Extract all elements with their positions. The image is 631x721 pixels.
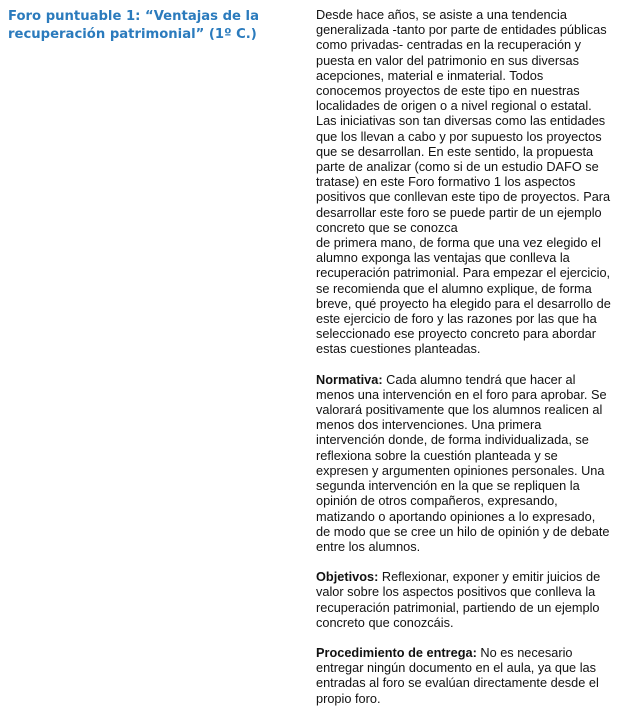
normativa-line: expresen y argumenten opiniones personales. Una xyxy=(316,462,605,478)
description-line: que los llevan a cabo y por supuesto los proyectos xyxy=(316,128,602,144)
description-line: conocemos proyectos de este tipo en nuestras xyxy=(316,83,580,99)
normativa-first-line xyxy=(316,372,626,387)
entrega-paragraph xyxy=(316,645,626,706)
entrega-first-text: No es necesario xyxy=(476,644,573,660)
description-line: recuperación patrimonial. Para empezar el ejercicio, xyxy=(316,265,611,281)
description-line: concreto que se conozca xyxy=(316,219,458,235)
entrega-line: propio foro. xyxy=(316,690,381,706)
entrega-line: entradas al foro se evalúan directamente desde el xyxy=(316,675,599,691)
description-line: estas cuestiones planteadas. xyxy=(316,341,481,357)
objetivos-line: concreto que conozcáis. xyxy=(316,614,454,630)
description-line: Las iniciativas son tan diversas como las entidades xyxy=(316,113,606,129)
normativa-line: menos una intervención en el foro para aprobar. Se xyxy=(316,386,607,402)
normativa-paragraph xyxy=(316,372,626,554)
entrega-label: Procedimiento de entrega: xyxy=(316,644,477,660)
entrega-first-line xyxy=(316,645,626,660)
normativa-line: segunda intervención en la que se repliquen la xyxy=(316,478,580,494)
normativa-line: de modo que se cree un hilo de opinión y de debate xyxy=(316,523,610,539)
description-line: generalizada -tanto por parte de entidades públicas xyxy=(316,22,607,38)
objetivos-line: valor sobre los aspectos positivos que conlleva la xyxy=(316,584,596,600)
normativa-line: opinión de otros compañeros, expresando, xyxy=(316,493,558,509)
forum-title-line: Foro puntuable 1: “Ventajas de la xyxy=(8,9,259,24)
description-line: de primera mano, de forma que una vez elegido el xyxy=(316,235,601,251)
description-line: se recomienda que el alumno explique, de forma xyxy=(316,280,592,296)
forum-title xyxy=(8,8,278,44)
description-line: como privadas- centradas en la recuperación y xyxy=(316,37,582,53)
description-line: desarrollar este foro se puede partir de un ejemplo xyxy=(316,204,602,220)
description-line: acepciones, material e inmaterial. Todos xyxy=(316,67,544,83)
normativa-line: entre los alumnos. xyxy=(316,538,421,554)
objetivos-first-text: Reflexionar, exponer y emitir juicios de xyxy=(378,569,601,585)
description-line: tratase) en este Foro formativo 1 los aspectos xyxy=(316,174,576,190)
normativa-line: menos dos intervenciones. Una primera xyxy=(316,417,542,433)
normativa-line: reflexiona sobre la cuestión planteada y se xyxy=(316,447,558,463)
description-line: puesta en valor del patrimonio en sus diversas xyxy=(316,52,579,68)
description-line: localidades de origen o a nivel regional o estatal. xyxy=(316,98,592,114)
entrega-line: entregar ningún documento en el aula, ya que las xyxy=(316,660,596,676)
objetivos-paragraph xyxy=(316,569,626,630)
description-line: breve, qué proyecto ha elegido para el desarrollo de xyxy=(316,295,611,311)
description-line: este ejercicio de foro y las razones por las que ha xyxy=(316,311,597,327)
description-line: alumno exponga las ventajas que conlleva la xyxy=(316,250,570,266)
objetivos-line: recuperación patrimonial, partiendo de un ejemplo xyxy=(316,599,600,615)
description-line: seleccionado ese proyecto concreto para abordar xyxy=(316,326,596,342)
objetivos-first-line xyxy=(316,569,626,584)
description-line: parte de analizar (como si de un estudio DAFO se xyxy=(316,159,599,175)
forum-title-line: recuperación patrimonial” (1º C.) xyxy=(8,27,257,42)
normativa-label: Normativa: xyxy=(316,371,383,387)
description-line: positivos que conllevan este tipo de proyectos. Para xyxy=(316,189,611,205)
description-line: que se desarrollan. En este sentido, la propuesta xyxy=(316,143,594,159)
normativa-line: valorará positivamente que los alumnos realicen al xyxy=(316,402,603,418)
description-paragraph xyxy=(316,7,626,357)
description-line: Desde hace años, se asiste a una tendencia xyxy=(316,7,567,22)
forum-content xyxy=(316,7,626,721)
objetivos-label: Objetivos: xyxy=(316,569,379,585)
normativa-first-text: Cada alumno tendrá que hacer al xyxy=(382,371,576,387)
forum-header xyxy=(8,8,278,44)
normativa-line: matizando o aportando opiniones a lo expresado, xyxy=(316,508,596,524)
normativa-line: intervención donde, de forma individualizada, se xyxy=(316,432,589,448)
